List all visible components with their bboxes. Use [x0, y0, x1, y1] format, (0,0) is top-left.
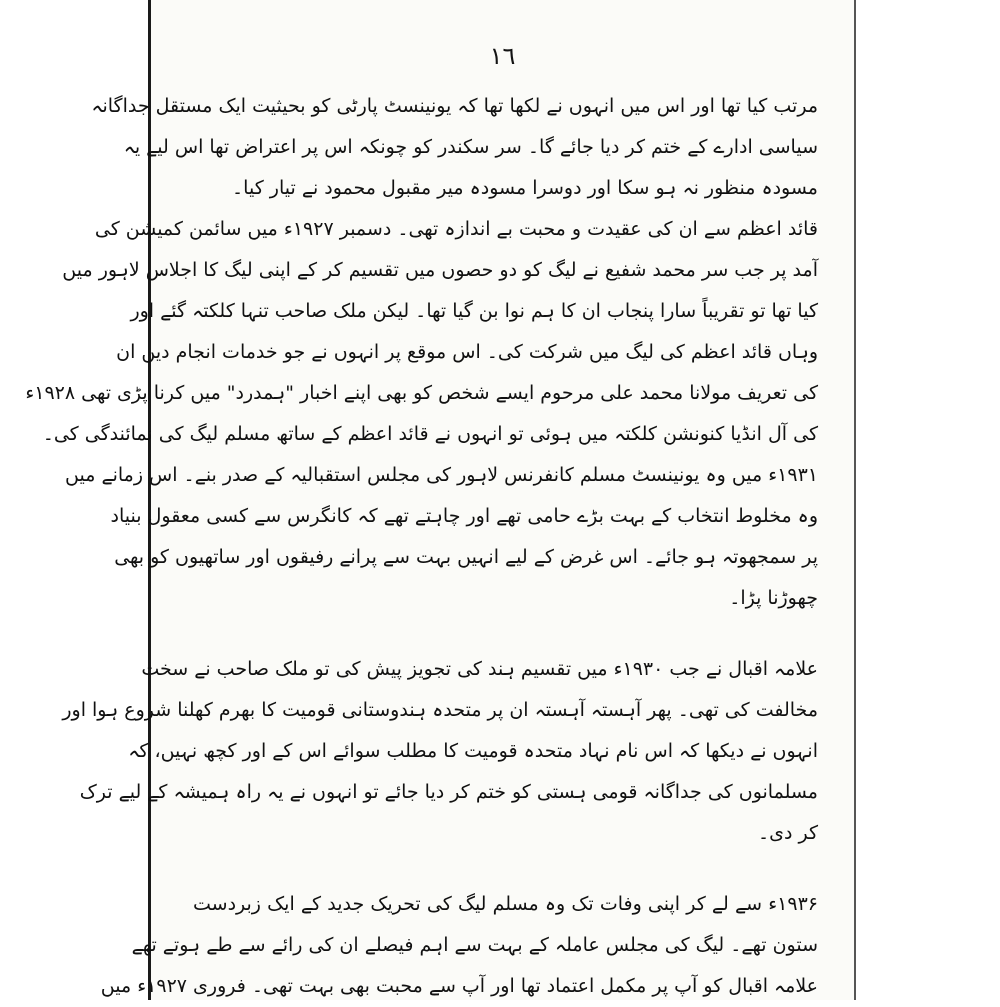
text-line: مسودہ منظور نہ ہو سکا اور دوسرا مسودہ میر مقبول محمود نے تیار کیا۔ — [232, 177, 818, 199]
text-line: علامہ اقبال کو آپ پر مکمل اعتماد تھا اور آپ سے محبت بھی بہت تھی۔ فروری ۱۹۲۷ء میں — [100, 975, 818, 997]
text-line: آمد پر جب سر محمد شفیع نے لیگ کو دو حصوں میں تقسیم کر کے اپنی لیگ کا اجلاس لاہور میں — [62, 259, 818, 281]
text-line: سیاسی ادارے کے ختم کر دیا جائے گا۔ سر سکندر کو چونکہ اس پر اعتراض تھا اس لیے یہ — [123, 136, 818, 158]
text-line: ۱۹۳۱ء میں وہ یونینسٹ مسلم کانفرنس لاہور کی مجلس استقبالیہ کے صدر بنے۔ اس زمانے میں — [65, 464, 818, 486]
text-line: کر دی۔ — [757, 822, 818, 844]
text-line: کی آل انڈیا کنونشن کلکتہ میں ہوئی تو انہوں نے قائد اعظم کے ساتھ مسلم لیگ کی نمائندگی کی۔ — [42, 423, 818, 445]
paragraph-gap — [193, 854, 818, 884]
text-line: قائد اعظم سے ان کی عقیدت و محبت بے اندازہ تھی۔ دسمبر ۱۹۲۷ء میں سائمن کمیشن کی — [94, 218, 818, 240]
text-line: چھوڑنا پڑا۔ — [729, 587, 818, 609]
text-line: وہ مخلوط انتخاب کے بہت بڑے حامی تھے اور چاہتے تھے کہ کانگرس سے کسی معقول بنیاد — [110, 505, 818, 527]
paragraph-gap — [193, 619, 818, 649]
text-line: ۱۹۳۶ء سے لے کر اپنی وفات تک وہ مسلم لیگ کی تحریک جدید کے ایک زبردست — [193, 893, 818, 915]
text-line: کی تعریف مولانا محمد علی مرحوم ایسے شخص کو بھی اپنے اخبار "ہمدرد" میں کرنا پڑی تھی ۱۹۲۸ء — [25, 382, 818, 404]
text-line: ستون تھے۔ لیگ کی مجلس عاملہ کے بہت سے اہم فیصلے ان کی رائے سے طے ہوتے تھے — [131, 934, 818, 956]
page-number: ١٦ — [489, 42, 516, 70]
text-line: کیا تھا تو تقریباً سارا پنجاب ان کا ہم نوا بن گیا تھا۔ لیکن ملک صاحب تنہا کلکتہ گئے اور — [130, 300, 818, 322]
paragraph-2 — [25, 209, 818, 619]
text-line: مرتب کیا تھا اور اس میں انہوں نے لکھا تھا کہ یونینسٹ پارٹی کو بحیثیت ایک مستقل جداگانہ — [91, 95, 818, 117]
text-line: مسلمانوں کی جداگانہ قومی ہستی کو ختم کر دیا جائے تو انہوں نے یہ راہ ہمیشہ کے لیے ترک — [79, 781, 818, 803]
paragraph-3 — [62, 649, 818, 854]
text-line: علامہ اقبال نے جب ۱۹۳۰ء میں تقسیم ہند کی تجویز پیش کی تو ملک صاحب نے سخت — [141, 658, 818, 680]
paragraph-1 — [91, 86, 818, 209]
text-line: وہاں قائد اعظم کی لیگ میں شرکت کی۔ اس موقع پر انہوں نے جو خدمات انجام دیں ان — [116, 341, 818, 363]
page-body — [25, 86, 818, 1007]
text-line: پر سمجھوتہ ہو جائے۔ اس غرض کے لیے انہیں بہت سے پرانے رفیقوں اور ساتھیوں کو بھی — [114, 546, 818, 568]
book-page — [25, 0, 856, 1000]
paragraph-4 — [100, 884, 818, 1007]
text-line: انہوں نے دیکھا کہ اس نام نہاد متحدہ قومیت کا مطلب سوائے اس کے اور کچھ نہیں، کہ — [128, 740, 818, 762]
text-line: مخالفت کی تھی۔ پھر آہستہ آہستہ ان پر متحدہ ہندوستانی قومیت کا بھرم کھلنا شروع ہوا اور — [62, 699, 818, 721]
